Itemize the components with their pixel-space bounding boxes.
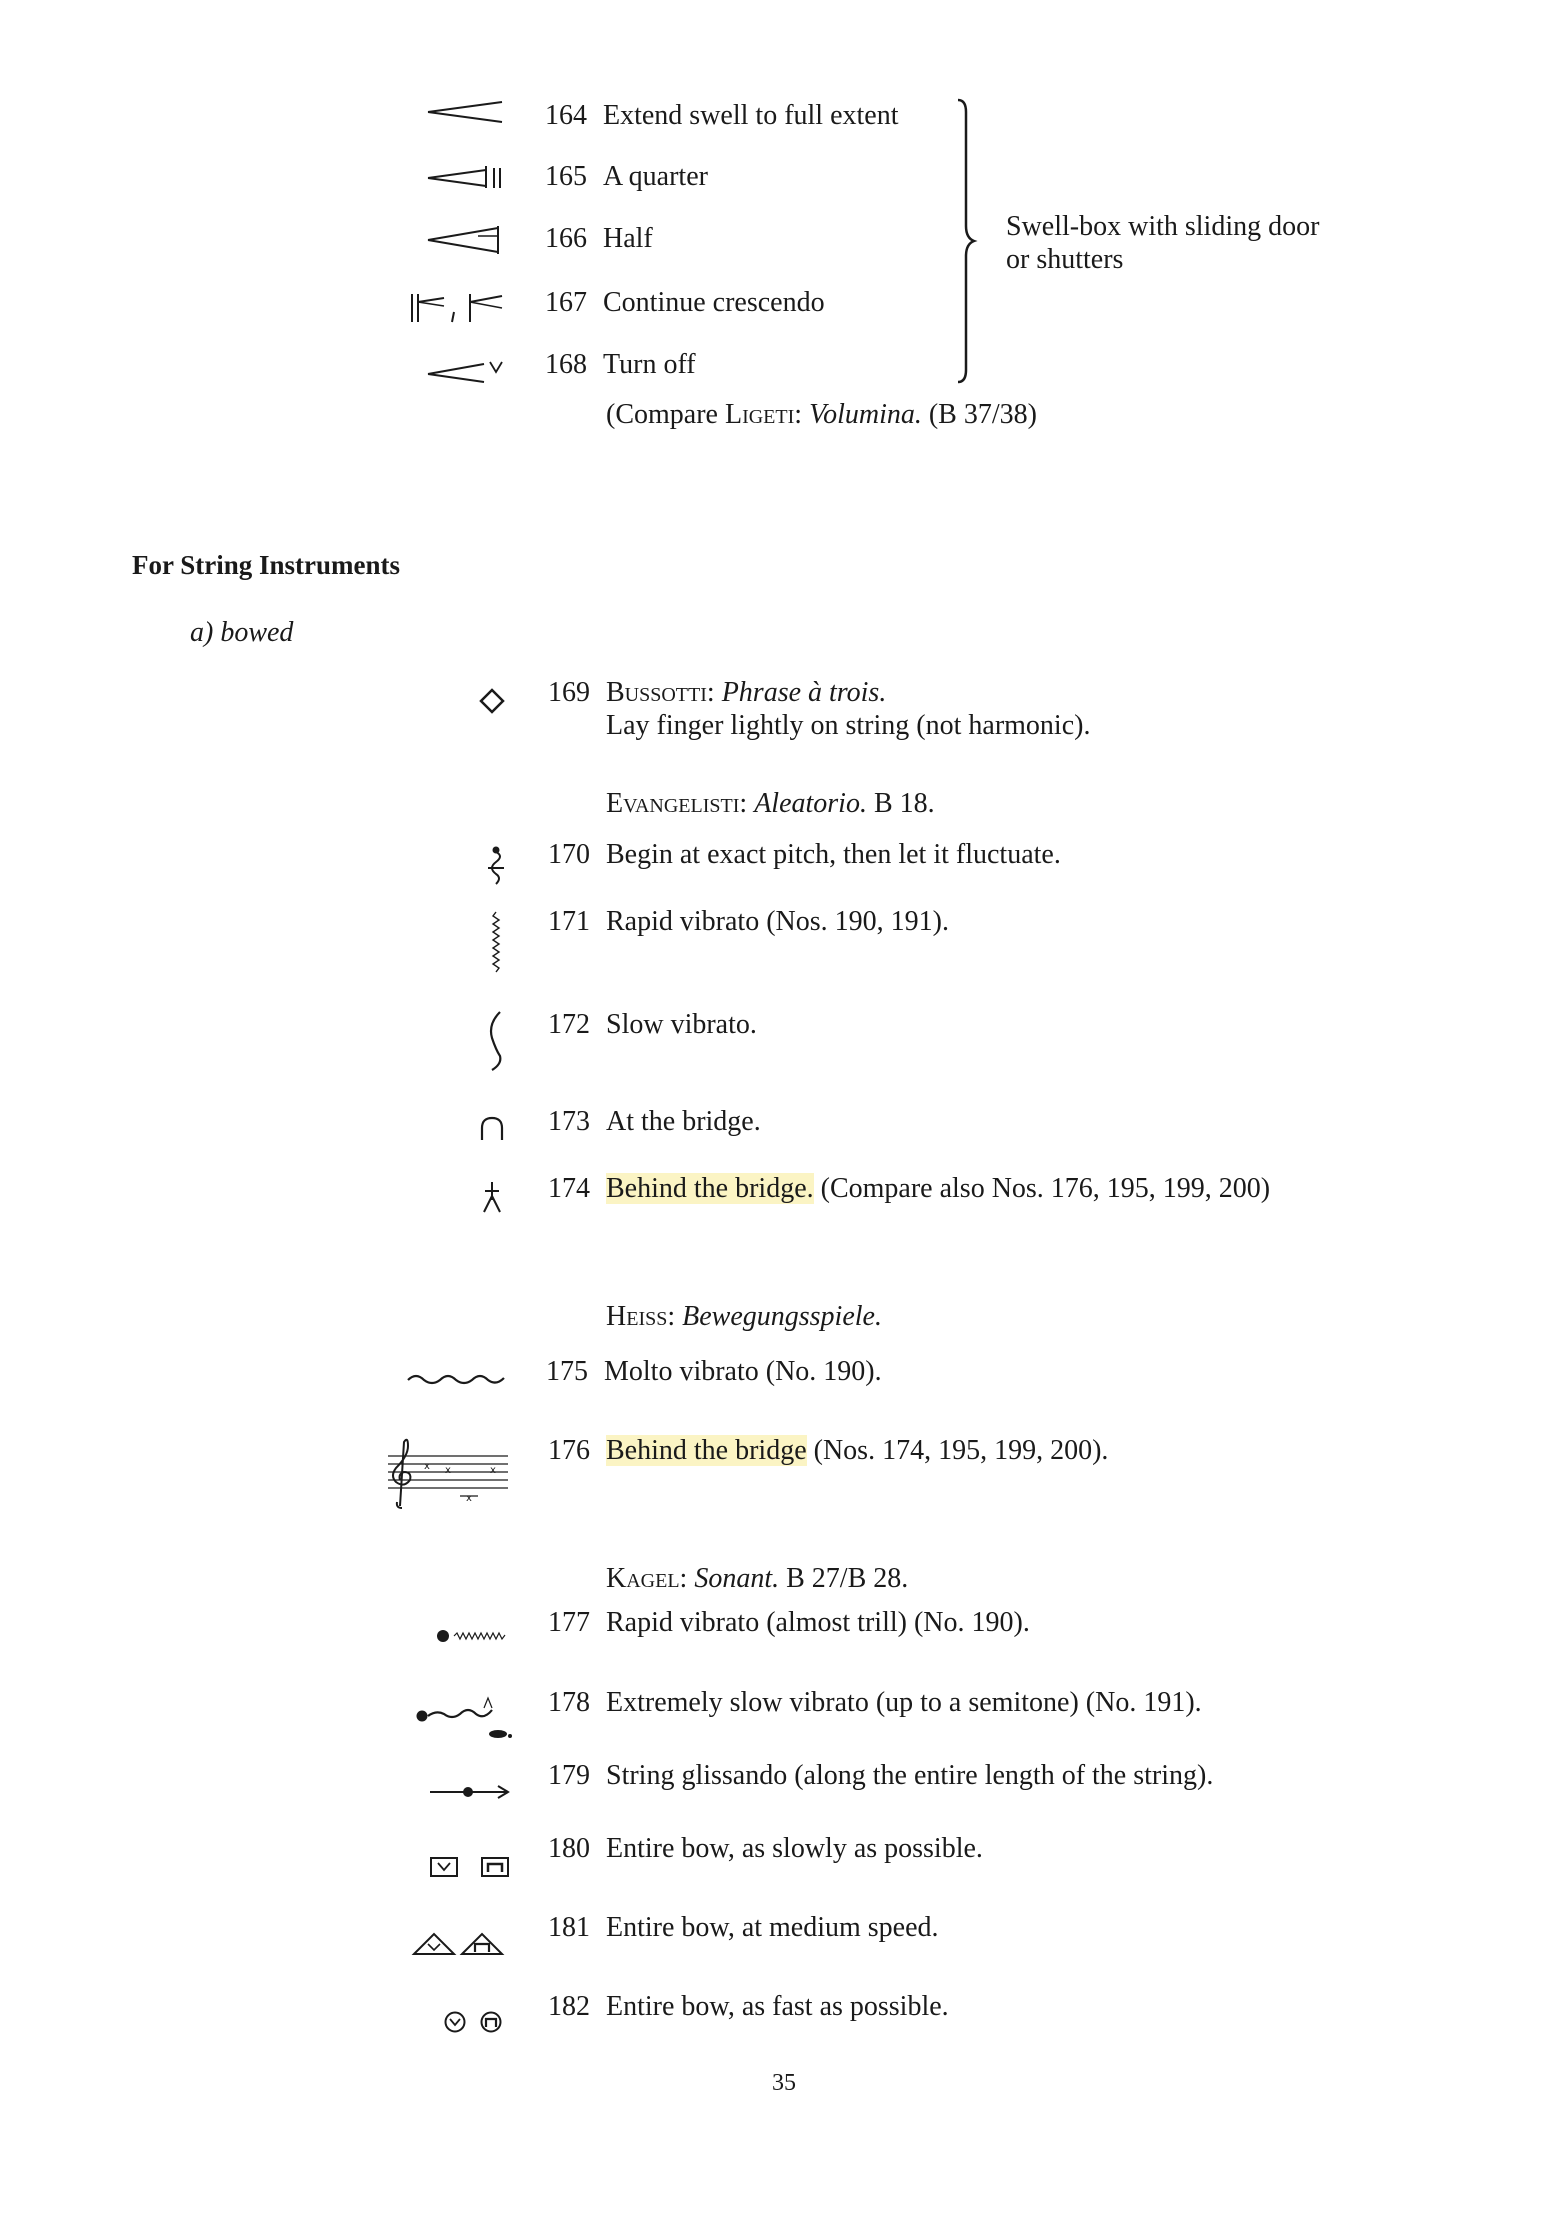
- behind-bridge-icon: [481, 1182, 503, 1214]
- entry-181: 181 Entire bow, at medium speed.: [548, 1912, 939, 1943]
- swell-half-icon: [428, 226, 504, 254]
- at-bridge-icon: [479, 1116, 505, 1140]
- swell-quarter-icon: [428, 164, 504, 188]
- slow-vibrato-icon: [484, 1010, 506, 1072]
- slow-wide-vibrato-icon: [414, 1694, 524, 1744]
- source-kagel: Kagel: Sonant. B 27/B 28.: [606, 1563, 909, 1594]
- svg-text:x: x: [490, 1465, 496, 1476]
- entry-178: 178 Extremely slow vibrato (up to a semitone) (No. 191).: [548, 1687, 1202, 1718]
- swell-full-icon: [428, 100, 504, 124]
- svg-text:x: x: [445, 1465, 451, 1476]
- turn-off-icon: [428, 358, 508, 384]
- section-heading: For String Instruments: [132, 550, 401, 580]
- svg-text:x: x: [424, 1461, 430, 1472]
- entry-164: 164 Extend swell to full extent: [545, 100, 899, 131]
- diamond-icon: [479, 688, 505, 714]
- entry-174: 174 Behind the bridge. (Compare also Nos. 176, 195, 199, 200): [548, 1173, 1271, 1204]
- source-heiss: Heiss: Bewegungsspiele.: [606, 1301, 882, 1332]
- svg-text:x: x: [466, 1493, 472, 1504]
- bow-fast-icons: [444, 2010, 504, 2034]
- entry-177: 177 Rapid vibrato (almost trill) (No. 190).: [548, 1607, 1030, 1638]
- molto-vibrato-icon: [406, 1370, 506, 1386]
- entry-169: 169 Bussotti: Phrase à trois.: [548, 677, 887, 708]
- entry-169-desc: Lay finger lightly on string (not harmonic).: [606, 710, 1091, 741]
- pitch-fluctuate-icon: [484, 846, 506, 888]
- dot-trill-icon: [436, 1628, 508, 1644]
- section-subheading: a) bowed: [190, 617, 294, 648]
- entry-172: 172 Slow vibrato.: [548, 1009, 757, 1040]
- swell-box-note: Swell-box with sliding door or shutters: [1006, 211, 1320, 275]
- right-brace: [956, 98, 976, 384]
- entry-179: 179 String glissando (along the entire length of the string).: [548, 1760, 1214, 1791]
- source-evangelisti: Evangelisti: Aleatorio. B 18.: [606, 788, 935, 819]
- bow-medium-icons: [412, 1932, 508, 1956]
- ligeti-compare: (Compare Ligeti: Volumina. (B 37/38): [606, 399, 1037, 430]
- entry-167: 167 Continue crescendo: [545, 287, 825, 318]
- entry-173: 173 At the bridge.: [548, 1106, 761, 1137]
- rapid-vibrato-vertical-icon: [490, 912, 502, 974]
- entry-166: 166 Half: [545, 223, 653, 254]
- staff-behind-bridge-icon: [388, 1436, 512, 1510]
- entry-175: 175 Molto vibrato (No. 190).: [546, 1356, 882, 1387]
- entry-182: 182 Entire bow, as fast as possible.: [548, 1991, 949, 2022]
- entry-176: 176 Behind the bridge (Nos. 174, 195, 199, 200).: [548, 1435, 1109, 1466]
- entry-170: 170 Begin at exact pitch, then let it fluctuate.: [548, 839, 1061, 870]
- continue-crescendo-icon: [410, 292, 506, 324]
- string-glissando-icon: [428, 1784, 512, 1800]
- entry-165: 165 A quarter: [545, 161, 708, 192]
- entry-168: 168 Turn off: [545, 349, 696, 380]
- entry-171: 171 Rapid vibrato (Nos. 190, 191).: [548, 906, 949, 937]
- page-number: 35: [772, 2070, 796, 2096]
- bow-slow-icons: [430, 1856, 510, 1878]
- entry-180: 180 Entire bow, as slowly as possible.: [548, 1833, 983, 1864]
